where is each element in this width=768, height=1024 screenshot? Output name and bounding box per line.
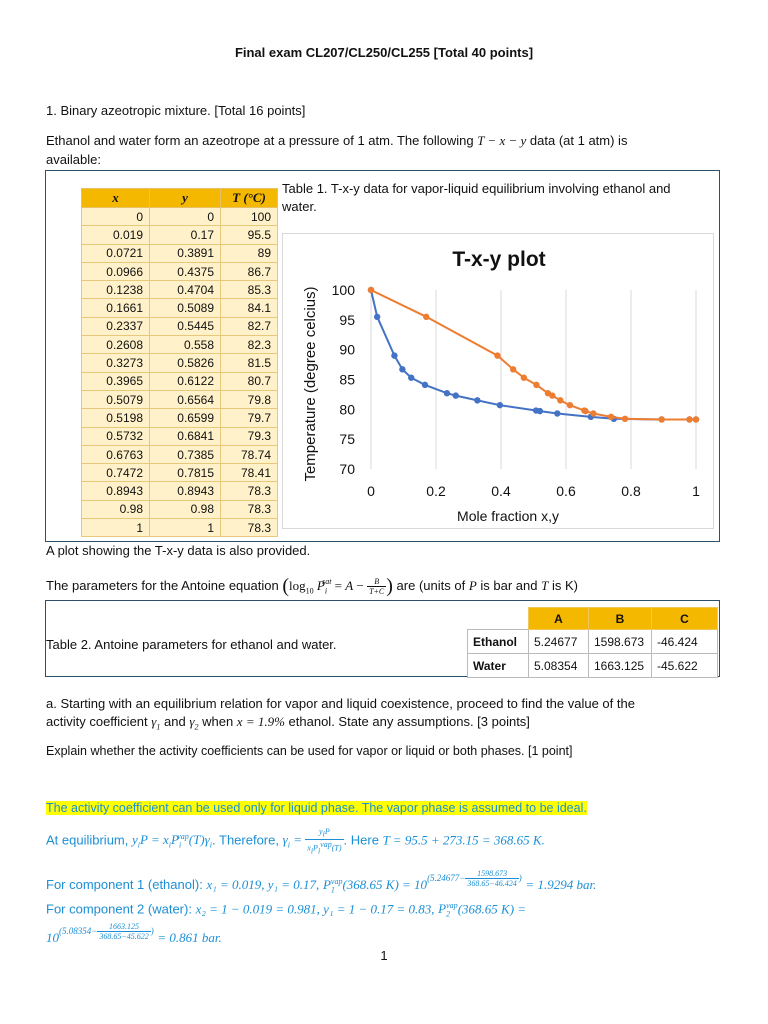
table-row [82, 482, 278, 500]
data-point-vapor [494, 352, 500, 358]
col-header-y: y [150, 189, 221, 208]
txy-chart [283, 234, 715, 530]
table-cell: 0.6599 [150, 409, 221, 427]
table-cell: 0.2337 [82, 317, 150, 335]
y-tick-label: 75 [339, 431, 355, 448]
table-cell: 0.1238 [82, 281, 150, 299]
data-point-liquid [399, 366, 405, 372]
antoine-table [467, 607, 718, 678]
table-cell: 95.5 [221, 226, 278, 244]
data-point-vapor [567, 402, 573, 408]
data-point-liquid [497, 402, 503, 408]
page-title: Final exam CL207/CL250/CL255 [Total 40 points] [234, 45, 534, 60]
table-cell: 78.74 [221, 445, 278, 463]
y-tick-label: 90 [339, 341, 355, 358]
antoine-header-c: C [652, 608, 718, 630]
table-cell: 81.5 [221, 354, 278, 372]
antoine-cell: 5.08354 [529, 654, 589, 678]
table-row [82, 208, 278, 226]
table-cell: 0.6564 [150, 390, 221, 408]
table-cell: 78.3 [221, 482, 278, 500]
data-point-liquid [444, 390, 450, 396]
table-cell: 85.3 [221, 281, 278, 299]
col-header-x: x [82, 189, 150, 208]
table-row [82, 445, 278, 463]
data-point-liquid [474, 397, 480, 403]
series-line-vapor [371, 290, 696, 420]
antoine-name-water: Water [468, 654, 529, 678]
data-point-liquid [554, 410, 560, 416]
table-cell: 0.5732 [82, 427, 150, 445]
table-cell: 0.3273 [82, 354, 150, 372]
page-number: 1 [380, 948, 388, 963]
table-cell: 0.8943 [82, 482, 150, 500]
table-row [82, 390, 278, 408]
data-point-vapor [658, 416, 664, 422]
table-row [82, 299, 278, 317]
antoine-cell: 1598.673 [589, 630, 652, 654]
table-cell: 0.6841 [150, 427, 221, 445]
table-cell: 86.7 [221, 262, 278, 280]
table-row [82, 464, 278, 482]
table-row [82, 427, 278, 445]
table-cell: 79.8 [221, 390, 278, 408]
table-cell: 0.019 [82, 226, 150, 244]
table-cell: 0.5089 [150, 299, 221, 317]
table-cell: 0.0966 [82, 262, 150, 280]
x-axis-label: Mole fraction x,y [457, 508, 559, 524]
table-cell: 80.7 [221, 372, 278, 390]
table-row [82, 372, 278, 390]
antoine-cell: -46.424 [652, 630, 718, 654]
antoine-header-blank [468, 608, 529, 630]
antoine-name-ethanol: Ethanol [468, 630, 529, 654]
table2-caption: Table 2. Antoine parameters for ethanol and water. [46, 637, 337, 652]
table-row [82, 354, 278, 372]
chart-frame [282, 233, 714, 529]
table-cell: 78.41 [221, 464, 278, 482]
y-axis-label: Temperature (degree celcius) [302, 286, 319, 482]
answer-highlight: The activity coefficient can be used only for liquid phase. The vapor phase is assumed to be ideal. [46, 801, 587, 815]
data-point-vapor [693, 416, 699, 422]
data-point-liquid [422, 382, 428, 388]
y-tick-label: 85 [339, 371, 355, 388]
data-point-vapor [686, 416, 692, 422]
table1-caption-cont: water. [282, 199, 317, 214]
table-cell: 89 [221, 244, 278, 262]
table-cell: 1 [82, 519, 150, 537]
table-cell: 0.6122 [150, 372, 221, 390]
table-row [82, 336, 278, 354]
data-point-vapor [510, 366, 516, 372]
data-point-liquid [374, 314, 380, 320]
data-point-vapor [549, 392, 555, 398]
x-tick-label: 1 [692, 483, 700, 499]
table-row [82, 409, 278, 427]
antoine-cell: -45.622 [652, 654, 718, 678]
answer-equilibrium: At equilibrium, $y_iP = x_iP_i^{vap}(T)\gamma_i$. Therefore, $\gamma_i$ = $\frac{y_iP}{x_iP_i^{vap}(T)}$ . Here T = 95.5 + 273.15 = 368.65 K. [46, 827, 545, 855]
data-point-liquid [537, 408, 543, 414]
table-row [82, 226, 278, 244]
data-point-vapor [590, 410, 596, 416]
table-cell: 0.5445 [150, 317, 221, 335]
x-tick-label: 0 [367, 483, 375, 499]
table-cell: 0.2608 [82, 336, 150, 354]
intro-text: Ethanol and water form an azeotrope at a pressure of 1 atm. The following T − x − y data (at 1 atm) is [46, 133, 628, 148]
question-heading: 1. Binary azeotropic mixture. [Total 16 points] [46, 103, 306, 118]
table-row [468, 630, 718, 654]
explain-text: Explain whether the activity coefficients can be used for vapor or liquid or both phases. [1 point] [46, 744, 573, 758]
table-cell: 0.8943 [150, 482, 221, 500]
data-point-vapor [521, 375, 527, 381]
x-tick-label: 0.8 [621, 483, 641, 499]
table-cell: 79.7 [221, 409, 278, 427]
plot-note: A plot showing the T-x-y data is also provided. [46, 543, 311, 558]
table-cell: 0.17 [150, 226, 221, 244]
antoine-header-a: A [529, 608, 589, 630]
table-cell: 0.5198 [82, 409, 150, 427]
data-point-liquid [391, 352, 397, 358]
table-cell: 82.3 [221, 336, 278, 354]
table-row [82, 262, 278, 280]
table-cell: 0.1661 [82, 299, 150, 317]
table1-caption: Table 1. T-x-y data for vapor-liquid equilibrium involving ethanol and [282, 181, 671, 196]
part-a-line2: activity coefficient $\gamma_1$ and $\gamma_2$ when x = 1.9% ethanol. State any assumptions. [3 points] [46, 714, 530, 732]
table-cell: 0.6763 [82, 445, 150, 463]
table-cell: 0.7815 [150, 464, 221, 482]
table-cell: 82.7 [221, 317, 278, 335]
table-cell: 78.3 [221, 500, 278, 518]
answer-component2: For component 2 (water): x₂ = 1 − 0.019 = 0.981, y₁ = 1 − 0.17 = 0.83, $P_2^{vap}(368.65$ K) = [46, 901, 527, 919]
table-cell: 0.3891 [150, 244, 221, 262]
y-tick-label: 70 [339, 461, 355, 477]
table-row [82, 519, 278, 537]
col-header-t: T (°C) [221, 189, 278, 208]
series-line-liquid [371, 290, 696, 420]
table-cell: 78.3 [221, 519, 278, 537]
answer-component1: For component 1 (ethanol): x₁ = 0.019, y₁ = 0.17, $P_1^{vap}(368.65$ $K) = 10^{(5.24677- \frac{1598.673}{368.65-46.424} )} = 1.9294$ bar. [46, 869, 597, 895]
data-point-vapor [557, 397, 563, 403]
table-cell: 0.0721 [82, 244, 150, 262]
y-tick-label: 95 [339, 311, 355, 328]
table-cell: 0.98 [82, 500, 150, 518]
antoine-intro: The parameters for the Antoine equation ($\log_{10}$ $P_i^{sat} = A$ − $\frac{B}{T+C}$ ) are (units of P is bar and T is K) [46, 575, 578, 597]
data-point-vapor [622, 416, 628, 422]
data-point-vapor [368, 287, 374, 293]
table-row [82, 317, 278, 335]
table-cell: 0 [82, 208, 150, 226]
table-row [82, 244, 278, 262]
x-tick-label: 0.4 [491, 483, 511, 499]
table-row [468, 654, 718, 678]
table-cell: 0.7472 [82, 464, 150, 482]
table-cell: 0.5826 [150, 354, 221, 372]
table-cell: 0.4704 [150, 281, 221, 299]
data-point-vapor [533, 382, 539, 388]
antoine-header-b: B [589, 608, 652, 630]
table-cell: 84.1 [221, 299, 278, 317]
antoine-cell: 1663.125 [589, 654, 652, 678]
table-row [82, 281, 278, 299]
antoine-cell: 5.24677 [529, 630, 589, 654]
table-cell: 100 [221, 208, 278, 226]
table-cell: 0.3965 [82, 372, 150, 390]
table-cell: 0.98 [150, 500, 221, 518]
table-cell: 0.4375 [150, 262, 221, 280]
table-cell: 79.3 [221, 427, 278, 445]
x-tick-label: 0.6 [556, 483, 576, 499]
data-point-vapor [582, 408, 588, 414]
table-cell: 0.558 [150, 336, 221, 354]
table-cell: 0.5079 [82, 390, 150, 408]
x-tick-label: 0.2 [426, 483, 446, 499]
data-point-vapor [608, 414, 614, 420]
data-point-liquid [408, 375, 414, 381]
chart-title: T-x-y plot [452, 248, 546, 271]
data-point-vapor [423, 314, 429, 320]
y-tick-label: 80 [339, 401, 355, 418]
txy-table [81, 188, 278, 537]
table-cell: 1 [150, 519, 221, 537]
data-point-liquid [453, 392, 459, 398]
intro-text-cont: available: [46, 152, 101, 167]
y-tick-label: 100 [331, 282, 355, 298]
part-a-line1: a. Starting with an equilibrium relation for vapor and liquid coexistence, proceed to find the value of the [46, 696, 635, 711]
answer-component2-cont: $10^{(5.08354- \frac{1663.125}{368.65-45.622} )} = 0.861$ bar. [46, 922, 222, 945]
table-cell: 0.7385 [150, 445, 221, 463]
table-cell: 0 [150, 208, 221, 226]
table-row [82, 500, 278, 518]
